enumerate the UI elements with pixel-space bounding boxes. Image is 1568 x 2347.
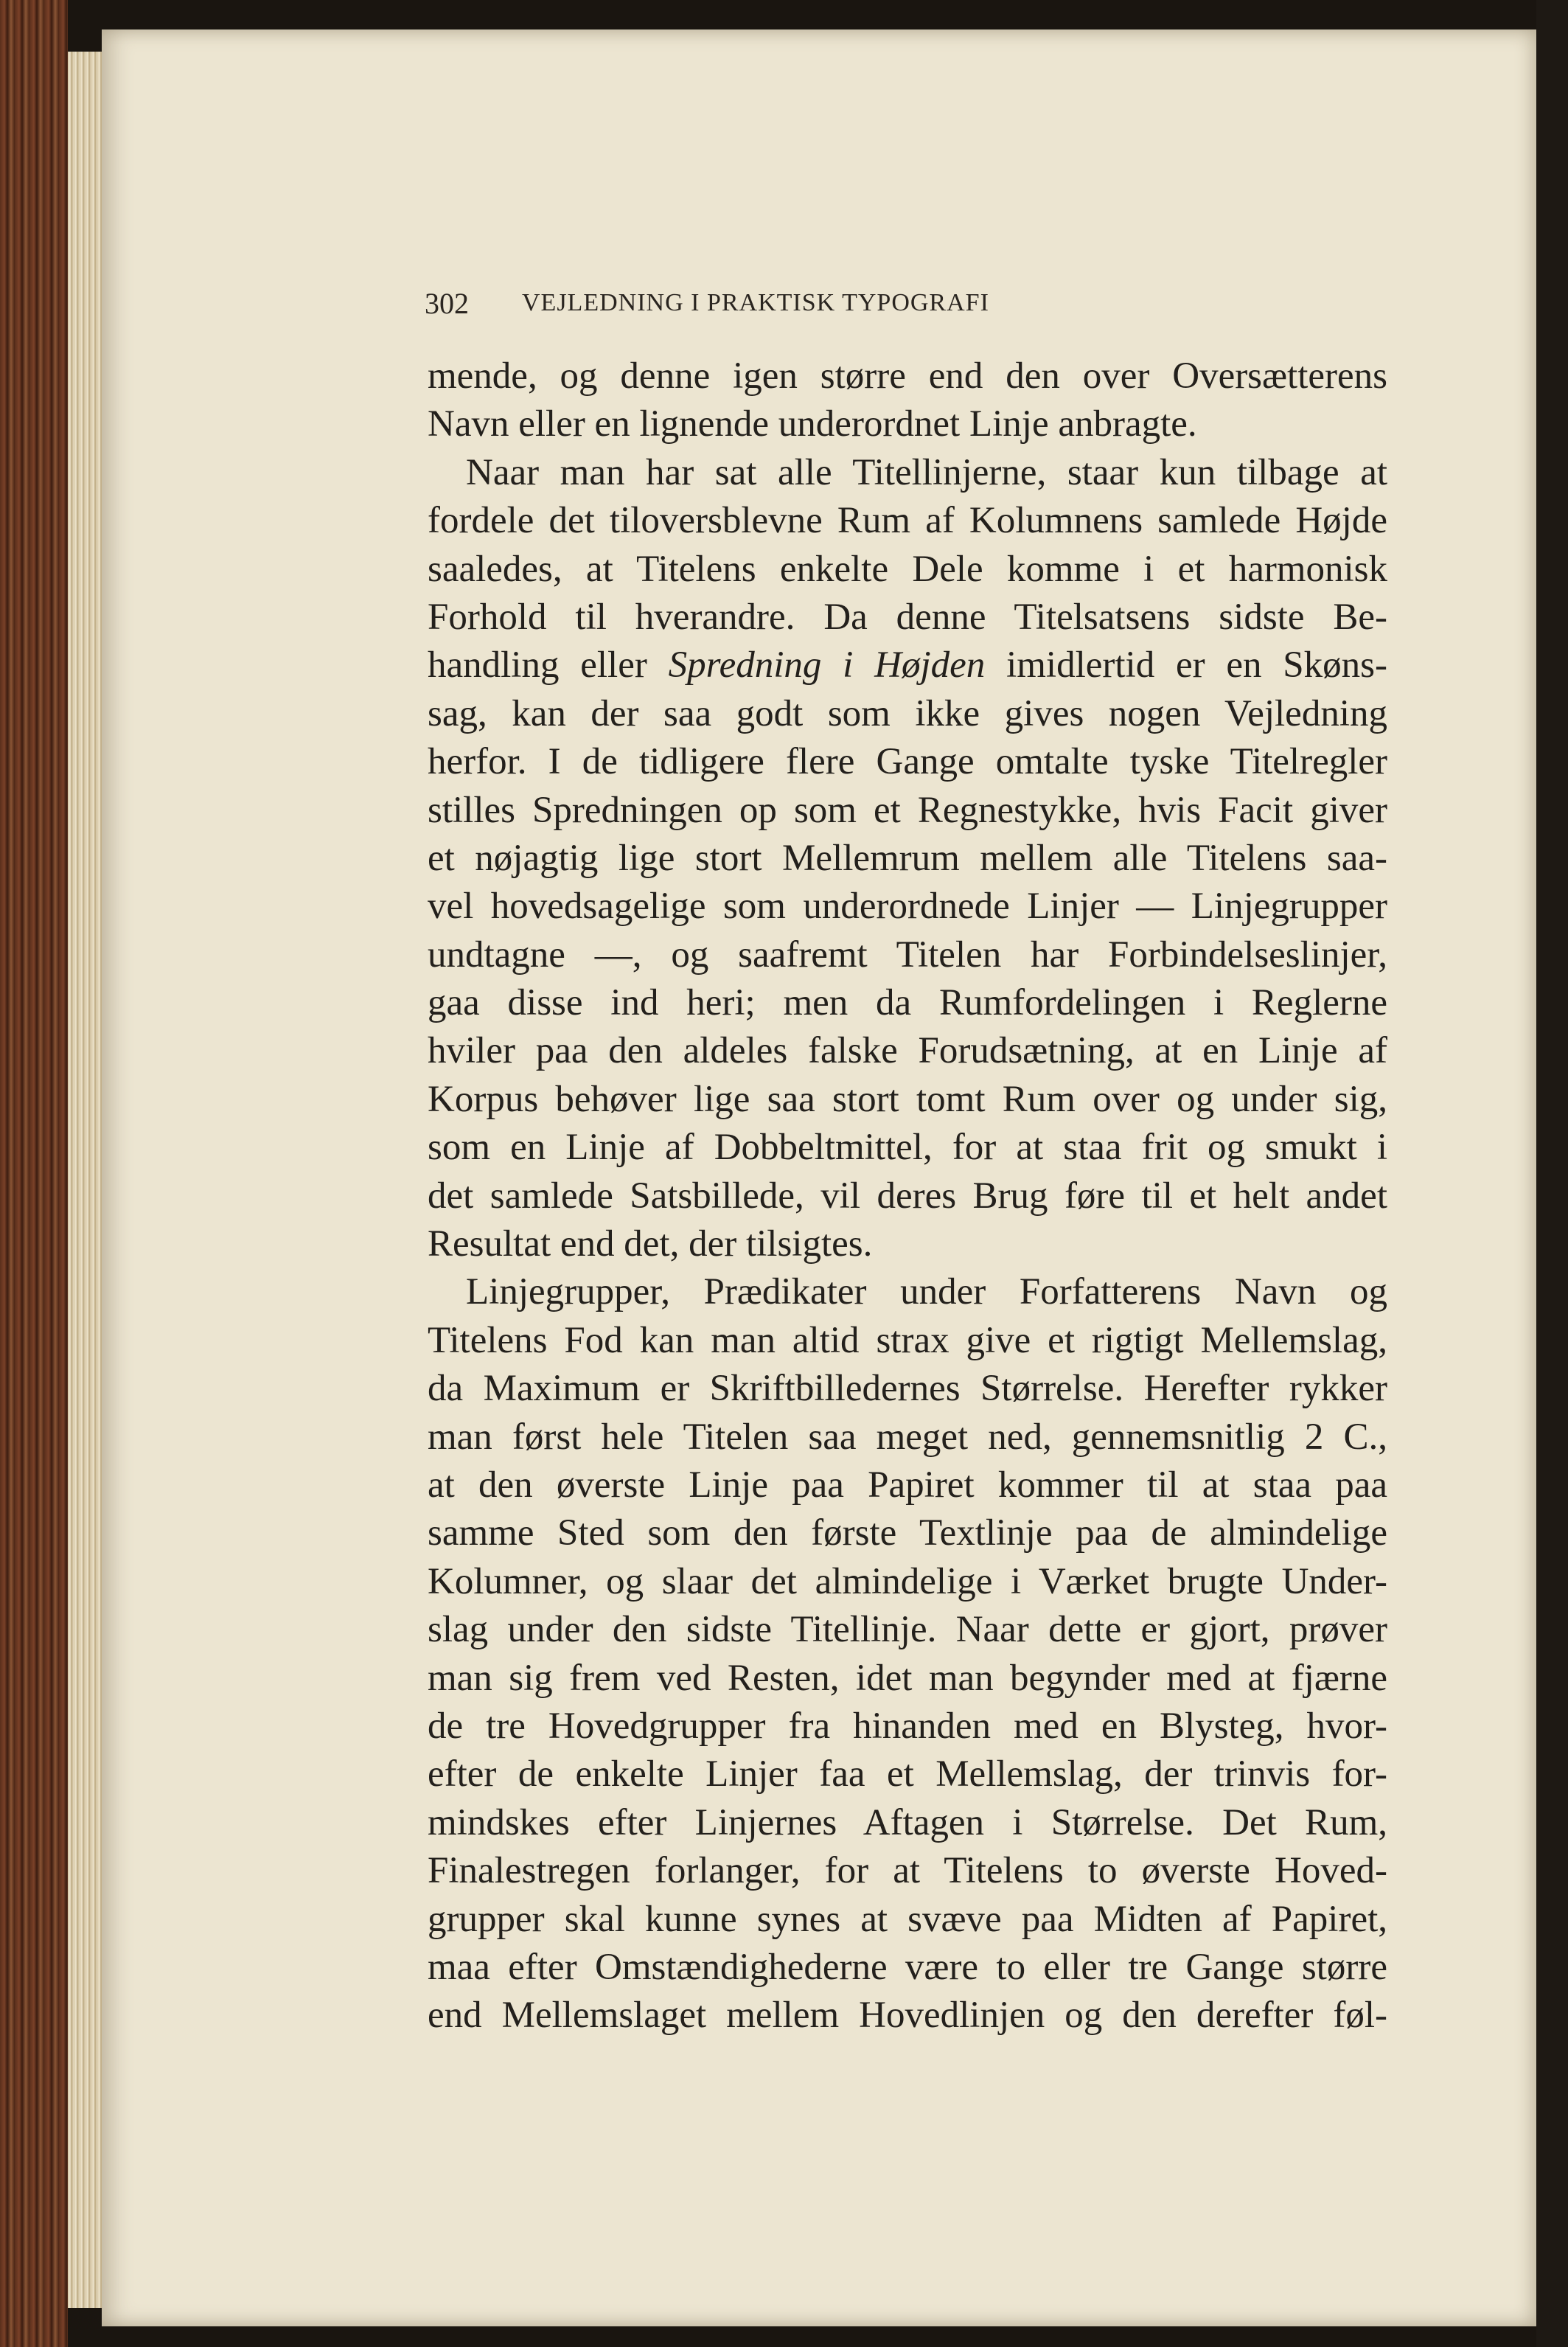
text-line: de tre Hovedgrupper fra hinanden med en Blysteg, hvor- (428, 1705, 1387, 1747)
text-line: man sig frem ved Resten, idet man begynder med at fjærne (428, 1657, 1387, 1699)
text-line: mende, og denne igen større end den over Oversætterens (428, 355, 1387, 397)
text-line: som en Linje af Dobbeltmittel, for at staa frit og smukt i (428, 1127, 1387, 1169)
text-line: saaledes, at Titelens enkelte Dele komme i et harmonisk (428, 548, 1387, 590)
page-number: 302 (425, 287, 469, 320)
text-line: da Maximum er Skriftbilledernes Størrelse. Herefter rykker (428, 1368, 1387, 1410)
text-line: undtagne —, og saafremt Titelen har Forbindelseslinjer, (428, 933, 1387, 976)
text-line: sag, kan der saa godt som ikke gives nogen Vejledning (428, 692, 1387, 734)
page-header (323, 286, 1429, 330)
text-line: stilles Spredningen op som et Regnestykke, hvis Facit giver (428, 789, 1387, 831)
text-line: slag under den sidste Titellinje. Naar dette er gjort, prøver (428, 1609, 1387, 1651)
text-line (428, 641, 1387, 689)
text-line: vel hovedsagelige som underordnede Linjer — Linjegrupper (428, 886, 1387, 928)
scan-background-top (0, 0, 1568, 31)
text-segment: imidlertid er en Skøns- (985, 644, 1387, 686)
text-line: et nøjagtig lige stort Mellemrum mellem alle Titelens saa- (428, 837, 1387, 879)
text-line: Resultat end det, der tilsigtes. (428, 1223, 873, 1265)
text-line: mindskes efter Linjernes Aftagen i Størrelse. Det Rum, (428, 1801, 1387, 1843)
text-line: herfor. I de tidligere flere Gange omtalte tyske Titelregler (428, 741, 1387, 783)
book-spine-edge (0, 0, 68, 2347)
running-head: VEJLEDNING I PRAKTISK TYPOGRAFI (522, 289, 989, 316)
text-line: Korpus behøver lige saa stort tomt Rum over og under sig, (428, 1078, 1387, 1120)
text-line: Naar man har sat alle Titellinjerne, staar kun tilbage at (466, 451, 1387, 493)
text-line: Linjegrupper, Prædikater under Forfatterens Navn og (466, 1271, 1387, 1313)
text-line: Kolumner, og slaar det almindelige i Værket brugte Under- (428, 1560, 1387, 1602)
italic-phrase: Spredning i Højden (668, 644, 986, 686)
text-line: at den øverste Linje paa Papiret kommer til at staa paa (428, 1464, 1387, 1506)
body-text (428, 352, 1387, 2040)
text-line: det samlede Satsbillede, vil deres Brug føre til et helt andet (428, 1175, 1387, 1217)
text-line: maa efter Omstændighederne være to eller tre Gange større (428, 1946, 1387, 1988)
text-line: hviler paa den aldeles falske Forudsætning, at en Linje af (428, 1030, 1387, 1072)
text-line: grupper skal kunne synes at svæve paa Midten af Papiret, (428, 1898, 1387, 1940)
text-line: fordele det tiloversblevne Rum af Kolumnens samlede Højde (428, 500, 1387, 542)
text-line: gaa disse ind heri; men da Rumfordelingen i Reglerne (428, 982, 1387, 1024)
text-line: Finalestregen forlanger, for at Titelens to øverste Hoved- (428, 1850, 1387, 1892)
text-line: efter de enkelte Linjer faa et Mellemslag, der trinvis for- (428, 1753, 1387, 1795)
text-line: samme Sted som den første Textlinje paa de almindelige (428, 1512, 1387, 1554)
text-segment: handling eller (428, 644, 669, 686)
text-line: Forhold til hverandre. Da denne Titelsatsens sidste Be- (428, 596, 1387, 638)
scan-background-right (1536, 0, 1568, 2347)
page-stack-edges (68, 52, 102, 2308)
text-line: man først hele Titelen saa meget ned, gennemsnitlig 2 C., (428, 1416, 1387, 1458)
text-line: Titelens Fod kan man altid strax give et rigtigt Mellemslag, (428, 1319, 1387, 1361)
text-line: Navn eller en lignende underordnet Linje anbragte. (428, 403, 1197, 445)
text-line: end Mellemslaget mellem Hovedlinjen og den derefter føl- (428, 1995, 1387, 2037)
